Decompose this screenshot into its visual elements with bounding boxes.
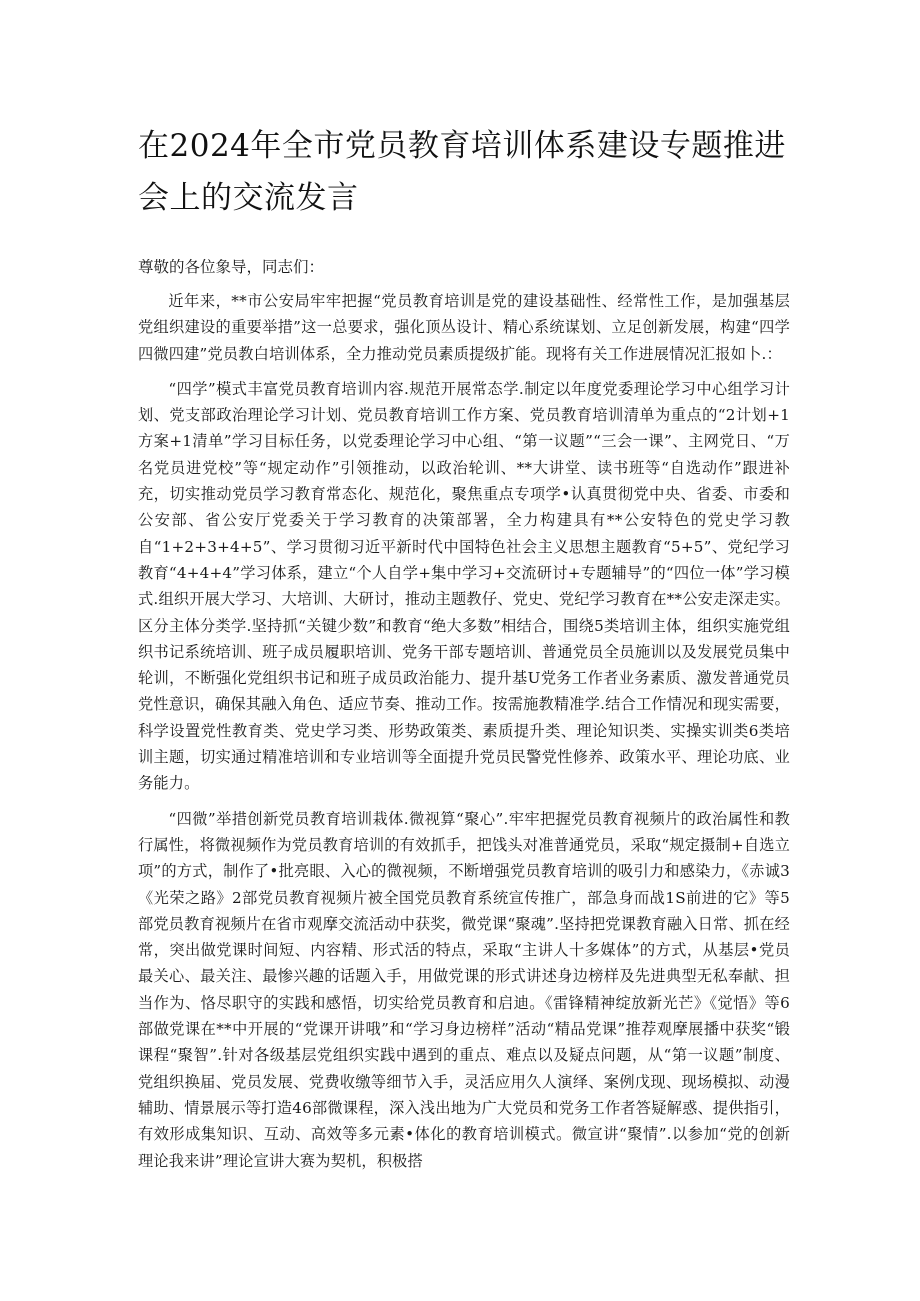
paragraph-intro: 近年来，**市公安局牢牢把握“党员教育培训是党的建设基础性、经常性工作，是加强基层党组织建设的重要举措”这一总要求，强化顶丛设计、精心系统谋划、立足创新发展，构建“四学四微四建”党员教白培训体系，全力推动党员素质提级扩能。现将有关工作进展情况汇报如卜.： [138,292,790,363]
paragraph-four-micro: “四微”举措创新党员教育培训栽体.微视算“聚心”.牢牢把握党员教育视频片的政治属性和教行属性，将微视频作为党员教育培训的有效抓手，把饯头对准普通党员，采取“规定摄制+自选立项”的方式，制作了•批亮眼、入心的微视频，不断增强党员教育培训的吸引力和感染力，《赤诚3《光荣之路》2部党员教育视频片被全国党员教育系统宣传推广，部急身而战1S前进的它》等5部党员教育视频片在省市观摩交流活动中获奖，微党课“聚魂”.坚持把党课教育融入日常、抓在经常，突出做党课时间短、内容精、形式活的特点，采取“主讲人十多媒体”的方式，从基层•党员最关心、最关注、最惨兴趣的话题入手，用做党课的形式讲述身边榜样及先进典型无私奉献、担当作为、恪尽职守的实践和感悟，切实给党员教育和启迪。《雷锋精神绽放新光芒》《觉悟》等6部做党课在**中开展的“党课开讲哦”和“学习身边榜样”活动“精品党课”推荐观摩展播中获奖“锻课程“聚智”.针对各级基层党组织实践中遇到的重点、难点以及疑点问题，从“第一议题”制度、党组织换届、党员发展、党费收缴等细节入手，灵活应用久人演绎、案例戊现、现场模拟、动漫辅助、情景展示等打造46部微课程，深入浅出地为广大党员和党务工作者答疑解惑、提供指引，有效形成集知识、互动、高效等多元素•体化的教育培训模式。微宣讲“聚情”.以参加“党的创新理论我来讲”理论宣讲大赛为契机，积极搭 [138,809,790,1170]
salutation: 尊敬的各位象导，同志们： [138,258,325,276]
document-title: 在2024年全市党员教育培训体系建设专题推进会上的交流发言 [138,128,786,216]
paragraph-four-learning: “四学”模式丰富党员教育培训内容.规范开展常态学.制定以年度党委理论学习中心组学习计划、党支部政治理论学习计划、党员教育培训工作方案、党员教育培训清单为重点的“2计划+1方案+1清单”学习目标任务，以党委理论学习中心组、“第一议题”“三会一课”、主网党日、“万名党员进党校”等“规定动作”引领推动，以政治轮训、**大讲堂、读书班等“自选动作”跟进补充，切实推动党员学习教育常态化、规范化，聚焦重点专项学•认真贯彻党中央、省委、市委和公安部、省公安厅党委关于学习教育的决策部署，全力构建具有**公安特色的党史学习教自“1+2+3+4+5”、学习贯彻习近平新时代中国特色社会主义思想主题教育“5+5”、党纪学习教育“4+4+4”学习体系，建立“个人自学+集中学习+交流研讨+专题辅导”的“四位一体”学习模式.组织开展大学习、大培训、大研讨，推动主题教仔、党史、党纪学习教育在**公安走深走实。区分主体分类学.坚持抓“关键少数”和教育“绝大多数”相结合，围绕5类培训主体，组织实施党组织书记系统培训、班子成员履职培训、党务干部专题培训、普通党员全员施训以及发展党员集中轮训，不断强化党组织书记和班子成员政治能力、提升基U党务工作者业务素质、激发普通党员党性意识，确保其融入角色、适应节奏、推动工作。按需施教精准学.结合工作情况和现实需要，科学设置党性教育类、党史学习类、形势政策类、素质提升类、理论知识类、实操实训类6类培训主题，切实通过精准培训和专业培训等全面提升党员民警党性修养、政策水平、理论功底、业务能力。 [138,379,790,793]
document-page [138,120,790,1183]
